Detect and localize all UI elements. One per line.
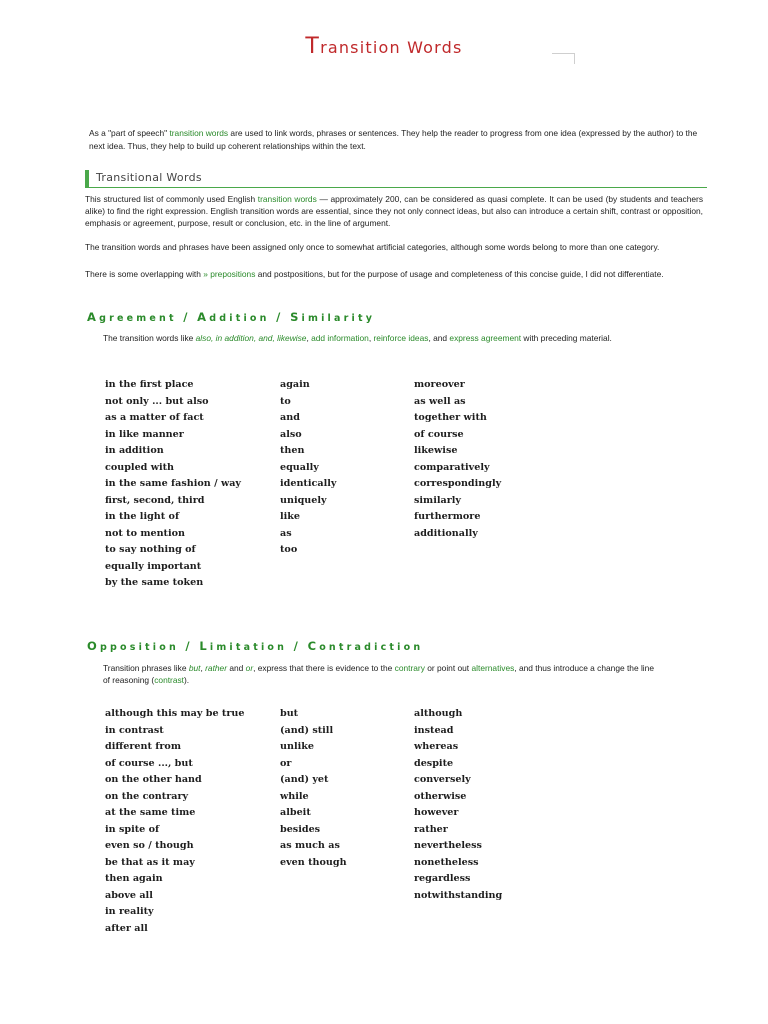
transition-word: correspondingly: [414, 478, 502, 489]
transition-word: even though: [280, 856, 347, 868]
transition-word: then again: [105, 873, 163, 884]
transition-words-link[interactable]: transition words: [169, 128, 229, 138]
transition-word: in spite of: [105, 823, 160, 835]
transition-word: likewise: [414, 445, 458, 456]
transition-word: otherwise: [414, 790, 467, 802]
transition-word: despite: [414, 757, 454, 769]
transition-word: comparatively: [414, 461, 490, 473]
transition-word: nonetheless: [414, 856, 479, 868]
transition-word: on the other hand: [105, 774, 202, 785]
transition-word: in reality: [105, 906, 154, 917]
intro-paragraph: As a "part of speech" transition words are used to link words, phrases or sentences. They help the reader to progress from one idea (expressed by the author) to the next idea. Thus, they help to build up coherent relationships within the text.: [89, 128, 698, 151]
transition-word: even so / though: [105, 840, 194, 851]
transition-word: by the same token: [105, 577, 204, 588]
section-title: Transitional Words: [96, 171, 202, 184]
transition-word: or: [280, 757, 292, 769]
transition-word: not only ... but also: [105, 395, 209, 407]
agreement-heading: Agreement / Addition / Similarity: [87, 310, 376, 324]
opposition-description: Transition phrases like but, rather and or, express that there is evidence to the contrary or point out alternatives, and thus introduce a change the line of reasoning (contrast).: [103, 663, 654, 686]
transition-word: first, second, third: [105, 494, 205, 506]
transition-word: of course ..., but: [105, 757, 193, 769]
transition-word: too: [280, 544, 298, 555]
agreement-list-col1: [105, 377, 241, 592]
transition-word: equally important: [105, 560, 202, 572]
transition-word: in the same fashion / way: [105, 478, 241, 489]
transition-word: in the first place: [105, 379, 194, 390]
paragraph-2: The transition words and phrases have been assigned only once to somewhat artificial categories, although some words belong to more than one category.: [85, 242, 660, 252]
transition-word: whereas: [414, 741, 459, 752]
transition-word: be that as it may: [105, 856, 195, 868]
opposition-list-col3: [414, 706, 502, 904]
opposition-heading: Opposition / Limitation / Contradiction: [87, 639, 424, 653]
transition-word: as a matter of fact: [105, 412, 204, 423]
agreement-list-col2: [280, 377, 336, 559]
transition-word: uniquely: [280, 494, 327, 506]
transition-word: additionally: [414, 527, 478, 539]
transition-word: albeit: [280, 807, 311, 818]
transition-words-link[interactable]: transition words: [257, 194, 317, 204]
transition-word: like: [280, 511, 301, 522]
transition-word: at the same time: [105, 807, 196, 818]
opposition-list-col1: [105, 706, 244, 937]
opposition-list-col2: [280, 706, 347, 871]
transition-word: nevertheless: [414, 840, 482, 851]
transition-word: although: [414, 708, 463, 719]
transition-word: in like manner: [105, 428, 184, 440]
transition-word: instead: [414, 724, 454, 736]
transition-word: (and) yet: [280, 774, 329, 785]
transition-word: different from: [105, 741, 181, 752]
transition-word: furthermore: [414, 511, 481, 522]
page-title: Transition Words: [305, 34, 463, 59]
transition-word: then: [280, 445, 305, 456]
transition-word: however: [414, 807, 459, 818]
transition-word: moreover: [414, 379, 465, 390]
transition-word: rather: [414, 823, 448, 835]
transition-word: coupled with: [105, 461, 175, 473]
agreement-description: The transition words like also, in addition, and, likewise, add information, reinforce ideas, and express agreement with preceding material.: [103, 333, 612, 343]
transition-word: but: [280, 708, 299, 719]
transition-word: identically: [280, 478, 337, 489]
paragraph-1: This structured list of commonly used English transition words — approximately 200, can be considered as quasi complete. It can be used (by students and teachers alike) to find the right expression. English transition words are essential, since they not only connect ideas, but also can introduce a certain shift, contrast or opposition, emphasis or agreement, purpose, result or conclusion, etc. in the line of argument.: [85, 194, 704, 228]
transition-word: similarly: [414, 494, 461, 506]
transition-word: besides: [280, 823, 321, 835]
transition-word: and: [280, 412, 300, 423]
prepositions-link[interactable]: » prepositions: [203, 269, 256, 279]
transition-word: after all: [105, 922, 148, 934]
transition-word: in the light of: [105, 511, 180, 522]
transition-word: to say nothing of: [105, 544, 196, 555]
transition-word: above all: [105, 889, 153, 901]
transition-word: not to mention: [105, 527, 185, 539]
section-header: [85, 170, 707, 188]
transition-word: of course: [414, 428, 464, 440]
transition-word: while: [280, 790, 309, 802]
corner-mark: [552, 53, 575, 64]
transition-word: as: [280, 527, 292, 539]
transition-word: again: [280, 379, 310, 390]
transition-word: in addition: [105, 445, 164, 456]
transition-word: to: [280, 395, 291, 407]
paragraph-3: There is some overlapping with » prepositions and postpositions, but for the purpose of usage and completeness of this concise guide, I did not differentiate.: [85, 269, 664, 279]
transition-word: notwithstanding: [414, 889, 503, 901]
transition-word: as well as: [414, 395, 466, 407]
transition-word: equally: [280, 461, 319, 473]
transition-word: also: [280, 428, 302, 440]
transition-word: conversely: [414, 774, 471, 785]
transition-word: in contrast: [105, 724, 164, 736]
transition-word: on the contrary: [105, 790, 189, 802]
transition-word: although this may be true: [105, 708, 245, 719]
transition-word: as much as: [280, 840, 340, 851]
transition-word: regardless: [414, 873, 471, 884]
agreement-list-col3: [414, 377, 501, 542]
transition-word: unlike: [280, 741, 314, 752]
transition-word: (and) still: [280, 724, 334, 736]
transition-word: together with: [414, 412, 487, 423]
